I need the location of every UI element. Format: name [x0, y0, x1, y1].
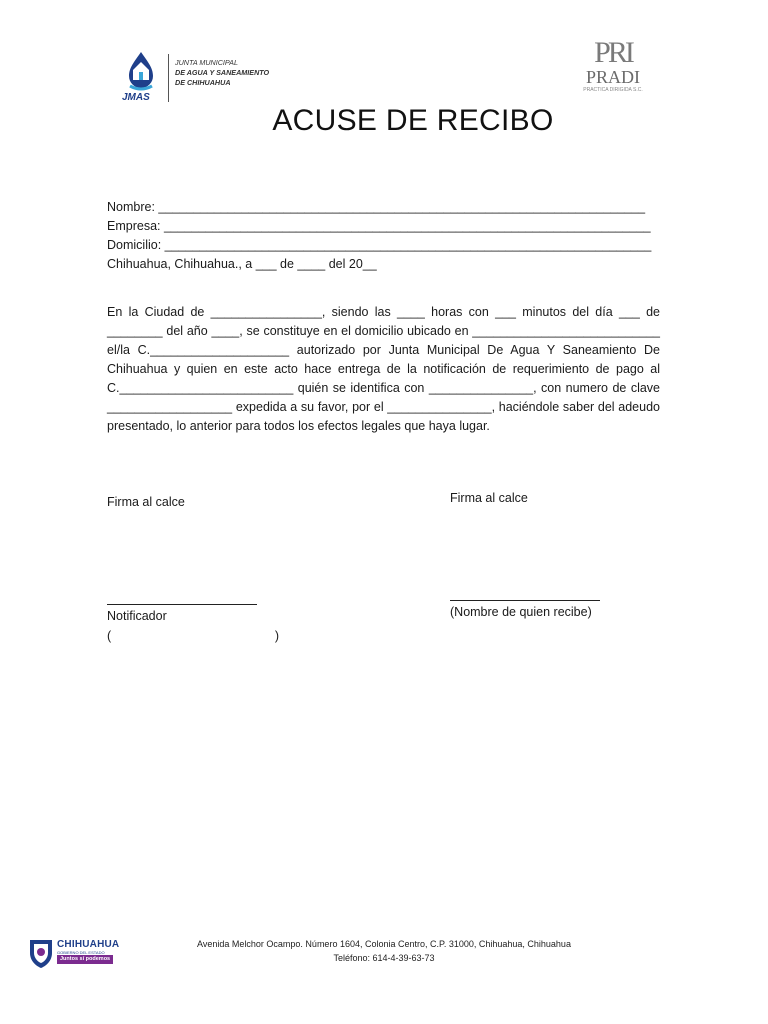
jmas-name-line-2: DE AGUA Y SANEAMIENTO	[175, 68, 270, 77]
state-logo-text: CHIHUAHUA	[57, 939, 120, 950]
state-logo-subtitle: GOBIERNO DEL ESTADO	[57, 950, 105, 955]
signature-right-name: (Nombre de quien recibe)	[450, 605, 592, 619]
water-drop-house-icon	[124, 50, 158, 94]
signature-left-line	[107, 604, 257, 605]
footer-address: Avenida Melchor Ocampo. Número 1604, Colonia Centro, C.P. 31000, Chihuahua, Chihuahua	[197, 939, 571, 949]
document-title: ACUSE DE RECIBO	[272, 104, 554, 137]
body-paragraph: En la Ciudad de ________________, siendo las ____ horas con ___ minutos del día ___ de ________ del año ____, se constituye en el domicilio ubicado en ___________________________ el/la C.____________________ autorizado por Junta Municipal De Agua Y Saneamiento De Chihuahua y quien en este acto hace entrega de la notificación de requerimiento de pago al C._________________________ quién se identifica con _______________, con numero de clave __________________ expedida a su favor, por el _______________, haciéndole saber del adeudo presentado, lo anterior para todos los efectos legales que haya lugar.	[107, 305, 660, 433]
pradi-monogram: PRI	[594, 36, 632, 69]
paren-close: )	[274, 629, 279, 643]
logo-separator	[168, 54, 169, 102]
footer-phone: Teléfono: 614-4-39-63-73	[333, 953, 435, 963]
field-fecha: Chihuahua, Chihuahua., a ___ de ____ del 20__	[107, 257, 377, 271]
pradi-subtitle: PRACTICA DIRIGIDA S.C.	[583, 87, 643, 93]
signature-right-line	[450, 600, 600, 601]
field-nombre: Nombre: ______________________________________________________________________	[107, 200, 646, 214]
footer-contact	[0, 937, 768, 965]
signature-right-label: Firma al calce	[450, 491, 528, 505]
signature-left-label: Firma al calce	[107, 495, 185, 509]
signature-left-parentheses	[107, 629, 279, 643]
jmas-full-name	[175, 58, 285, 88]
pradi-logo	[580, 38, 646, 102]
field-domicilio: Domicilio: ______________________________________________________________________	[107, 238, 652, 252]
jmas-abbreviation: JMAS	[122, 92, 150, 103]
jmas-logo	[118, 48, 278, 108]
paren-open: (	[107, 629, 112, 643]
state-logo-tagline: Juntos sí podemos	[57, 955, 113, 964]
jmas-name-line-3: DE CHIHUAHUA	[175, 78, 231, 87]
field-empresa: Empresa: ______________________________________________________________________	[107, 219, 651, 233]
pradi-wordmark: PRADI	[585, 67, 640, 87]
signature-left-name: Notificador	[107, 609, 167, 623]
jmas-name-line-1: JUNTA MUNICIPAL	[175, 58, 238, 67]
